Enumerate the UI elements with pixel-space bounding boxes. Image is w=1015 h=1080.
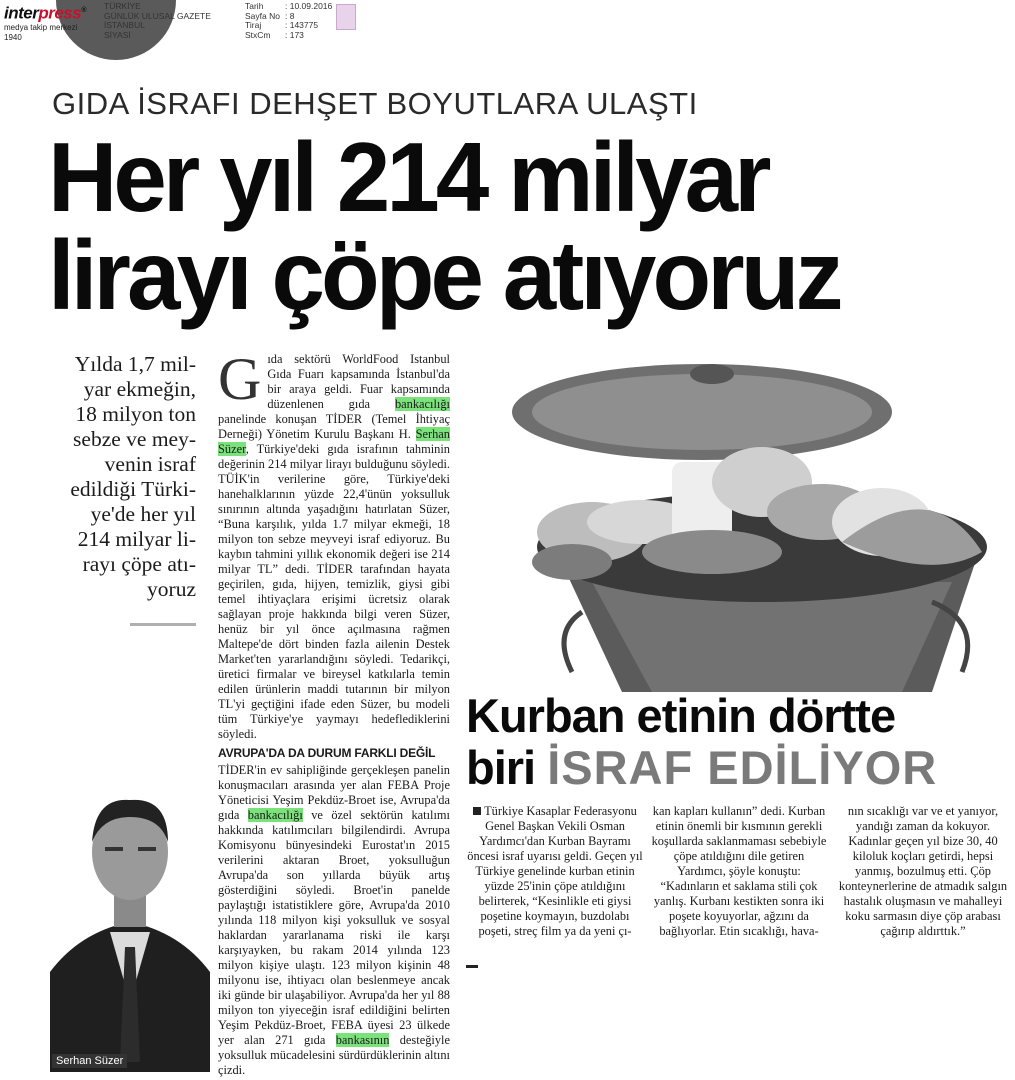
bullet-square-icon — [473, 807, 481, 815]
interpress-logo: interpress® medya takip merkezi 1940 — [4, 2, 96, 32]
pull-quote: Yılda 1,7 mil- yar ekmeğin, 18 milyon ton sebze ve mey- venin israf edildiği Türki- ye'de her yıl 214 milyar li- rayı çöpe atı- yoruz — [70, 352, 196, 601]
photo-caption: Serhan Süzer — [52, 1054, 127, 1068]
article-body-column-1: Gıda sektörü WorldFood Istanbul Gıda Fuarı kapsamında İstanbul'da bir araya geldi. Fuar kapsamında düzenlenen gıda bankacılığı panelinde konuşan TİDER (Temel İhtiyaç Derneği) Yönetim Kurulu Başkanı H. Serhan Süzer, Türkiye'deki gıda israfının tahminin değerinin 214 milyar lirayı bulduğunu söyledi. TÜİK'in verilerine göre, Türkiye'deki hanehalklarının yüzde 22,4'ünün yoksulluk sınırının altında yaşadığını hatırlatan Süzer, “Buna karşılık, yılda 1.7 milyar ekmeği, 18 milyon ton sebze meyveyi israf ediyoruz. Bu kaybın tahmini yıllık ekonomik değeri ise 214 milyar TL” dedi. TİDER tarafından hayata geçirilen, gıda, hijyen, temizlik, giysi gibi temel ihtiyaçlara erişimi ücretsiz olarak sağlayan proje hakkında bilgi veren Süzer, henüz bir yıl önce açılmasına rağmen Maltepe'de dört binden fazla ailenin Destek Market'ten yararlandığını söyledi. Tedarikçi, üretici firmalar ve bireysel katkılarla temin edilen ürünlerin maddi tutarının bir milyon TL'yi geçtiğini ifade eden Süzer, bu modeli tüm Türkiye'ye yaymayı hedeflediklerini söyledi. — [218, 346, 450, 741]
drop-cap: G — [218, 346, 262, 412]
kicker: GIDA İSRAFI DEHŞET BOYUTLARA ULAŞTI — [52, 86, 698, 121]
kurban-column-1: Türkiye Kasaplar Federasyonu Genel Başkan Vekili Osman Yardımcı'dan Kurban Bayramı öncesi israf uyarısı geldi. Geçen yıl Türkiye genelinde kurban etinin yüzde 25'inin çöpe atıldığını belirterek, “Kesinlikle eti giysi poşetine koymayın, buzdolabı poşeti, streç film ya da yeni çı- — [467, 804, 643, 938]
logo-tagline: medya takip merkezi 1940 — [4, 22, 78, 42]
secondary-headline: Kurban etinin dörtte biri İSRAF EDİLİYOR — [466, 689, 938, 794]
page-thumbnail — [336, 4, 356, 30]
clipping-meta: Tarih : 10.09.2016 Sayfa No : 8 Tiraj : 143775 StxCm : 173 — [245, 1, 333, 40]
end-mark — [466, 965, 478, 968]
subheading: AVRUPA'DA DA DURUM FARKLI DEĞİL — [218, 746, 436, 760]
kurban-column-2: kan kapları kullanın” dedi. Kurban etinin önemli bir kısmının gerekli koşullarda saklanmaması sebebiyle çöpe atıldığını dile getiren Yardımcı, şöyle konuştu: “Kadınların et saklama stili çok yanlış. Kurbanı kestikten sonra iki poşete koyuyorlar, ağzını da bağlıyorlar. Etin sıcaklığı, hava- — [651, 804, 827, 938]
trash-can-photo — [462, 352, 1014, 692]
article-body-column-2: AVRUPA'DA DA DURUM FARKLI DEĞİL TİDER'in ev sahipliğinde gerçekleşen panelin konuşmacıları arasında yer alan FEBA Proje Yöneticisi Yeşim Pekdüz-Broet ise, Avrupa'da gıda bankacılığı ve özel sektörün katılımı hakkında katılımcıları bilgilendirdi. Avrupa Komisyonu bünyesindeki Eurostat'ın 2015 verilerini aktaran Broet, yoksulluğun Avrupa'da son yıllarda büyük artış gösterdiğini söyledi. Broet'in panelde paylaştığı istatistiklere göre, Avrupa'da 2010 yılında 118 milyon kişi yoksulluk ve sosyal haklardan yararlanama riski ile karşı karşıyayken, bu rakam 2014 yılında 123 milyon kişiye ulaştı. 123 milyon kişinin 48 milyonu ise, ihtiyacı olan beslenmeye ancak iki günde bir ulaşabiliyor. Avrupa'da her yıl 88 milyon ton yiyeceğin israf edildiğini belirten Yeşim Pekdüz-Broet, FEBA üyesi 23 ülkede yer alan 271 gıda bankasının desteğiyle yoksulluk mücadelesini sürdürdüklerinin altını çizdi. — [218, 746, 450, 1077]
kurban-column-3: nın sıcaklığı var ve et yanıyor, yandığı zaman da kokuyor. Kadınlar geçen yıl bize 30, 40 kiloluk koçları getirdi, hepsi yanmış, bozulmuş etti. Çöp konteynerlerine de atmadık salgın hastalık oluşmasın ve mahalleyi koku sarmasın diye çöp arabası çağırıp aldırttık.” — [838, 804, 1008, 938]
pull-quote-rule — [130, 623, 196, 626]
serhan-suzer-portrait — [50, 772, 210, 1072]
main-headline: Her yıl 214 milyar lirayı çöpe atıyoruz — [48, 122, 840, 330]
publication-info: TÜRKİYE GÜNLÜK ULUSAL GAZETE İSTANBUL SİYASİ — [104, 1, 211, 40]
